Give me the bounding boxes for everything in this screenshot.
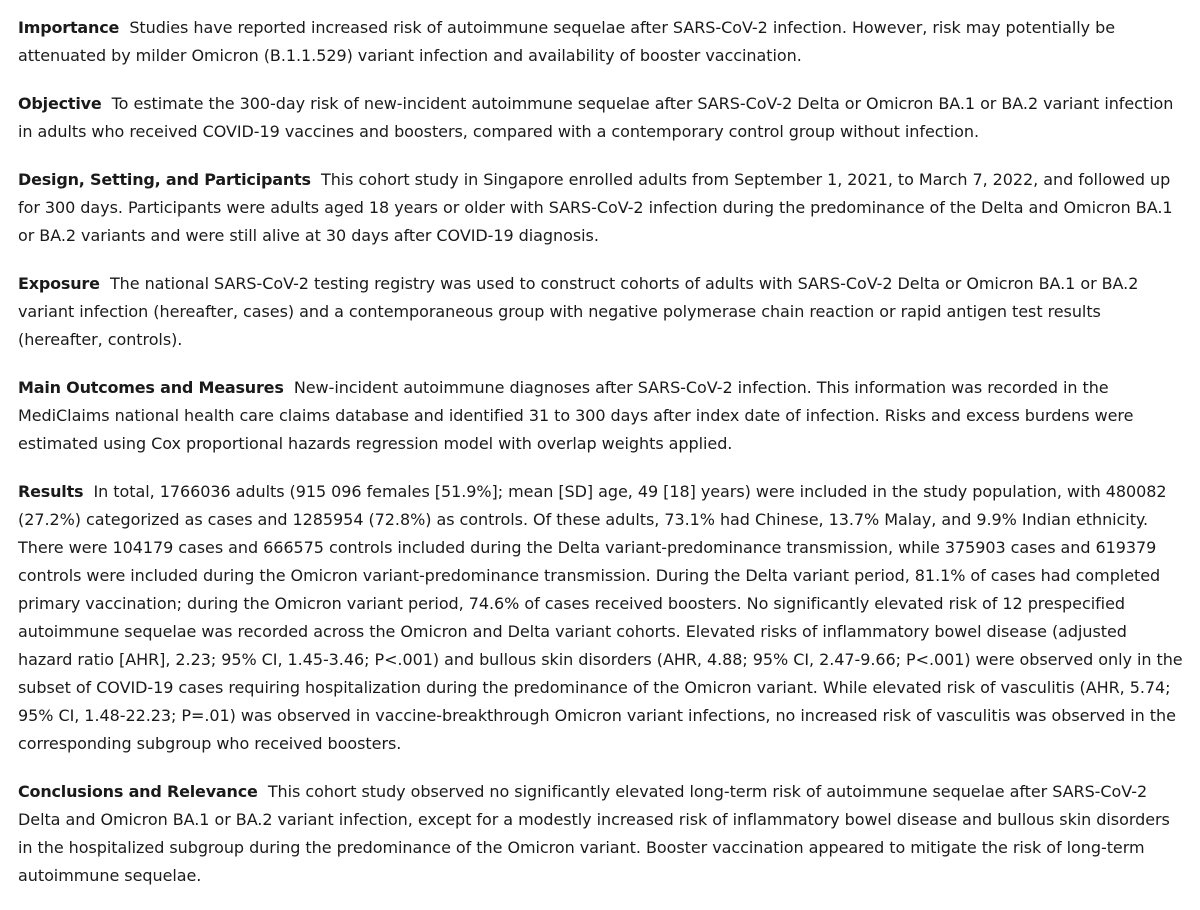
- section-text: In total, 1766036 adults (915 096 females [51.9%]; mean [SD] age, 49 [18] years) were included in the study population, with 480082 (27.2%) categorized as cases and 1285954 (72.8%) as controls. Of these adults, 73.1% had Chinese, 13.7% Malay, and 9.9% Indian ethnicity. There were 104179 cases and 666575 controls included during the Delta variant-predominance transmission, while 375903 cases and 619379 controls were included during the Omicron variant-predominance transmission. During the Delta variant period, 81.1% of cases had completed primary vaccination; during the Omicron variant period, 74.6% of cases received boosters. No significantly elevated risk of 12 prespecified autoimmune sequelae was recorded across the Omicron and Delta variant cohorts. Elevated risks of inflammatory bowel disease (adjusted hazard ratio [AHR], 2.23; 95% CI, 1.45-3.46; P<.001) and bullous skin disorders (AHR, 4.88; 95% CI, 2.47-9.66; P<.001) were observed only in the subset of COVID-19 cases requiring hospitalization during the predominance of the Omicron variant. While elevated risk of vasculitis (AHR, 5.74; 95% CI, 1.48-22.23; P=.01) was observed in vaccine-breakthrough Omicron variant infections, no increased risk of vasculitis was observed in the corresponding subgroup who received boosters.: [18, 482, 1183, 753]
- section-heading: Conclusions and Relevance: [18, 782, 258, 801]
- section-heading: Exposure: [18, 274, 100, 293]
- section-results: [18, 478, 1186, 758]
- section-conclusions: [18, 778, 1186, 890]
- section-objective: [18, 90, 1186, 146]
- section-heading: Objective: [18, 94, 102, 113]
- section-outcomes: [18, 374, 1186, 458]
- section-heading: Main Outcomes and Measures: [18, 378, 284, 397]
- section-text: The national SARS-CoV-2 testing registry was used to construct cohorts of adults with SARS-CoV-2 Delta or Omicron BA.1 or BA.2 variant infection (hereafter, cases) and a contemporaneous group with negative polymerase chain reaction or rapid antigen test results (hereafter, controls).: [18, 274, 1139, 349]
- abstract: [18, 14, 1186, 910]
- section-heading: Design, Setting, and Participants: [18, 170, 311, 189]
- section-text: This cohort study observed no significantly elevated long-term risk of autoimmune sequelae after SARS-CoV-2 Delta and Omicron BA.1 or BA.2 variant infection, except for a modestly increased risk of inflammatory bowel disease and bullous skin disorders in the hospitalized subgroup during the predominance of the Omicron variant. Booster vaccination appeared to mitigate the risk of long-term autoimmune sequelae.: [18, 782, 1170, 885]
- section-text: This cohort study in Singapore enrolled adults from September 1, 2021, to March 7, 2022, and followed up for 300 days. Participants were adults aged 18 years or older with SARS-CoV-2 infection during the predominance of the Delta and Omicron BA.1 or BA.2 variants and were still alive at 30 days after COVID-19 diagnosis.: [18, 170, 1173, 245]
- section-heading: Importance: [18, 18, 120, 37]
- section-heading: Results: [18, 482, 84, 501]
- section-importance: [18, 14, 1186, 70]
- section-text: To estimate the 300-day risk of new-incident autoimmune sequelae after SARS-CoV-2 Delta or Omicron BA.1 or BA.2 variant infection in adults who received COVID-19 vaccines and boosters, compared with a contemporary control group without infection.: [18, 94, 1174, 141]
- section-text: Studies have reported increased risk of autoimmune sequelae after SARS-CoV-2 infection. However, risk may potentially be attenuated by milder Omicron (B.1.1.529) variant infection and availability of booster vaccination.: [18, 18, 1115, 65]
- section-exposure: [18, 270, 1186, 354]
- section-text: New-incident autoimmune diagnoses after SARS-CoV-2 infection. This information was recorded in the MediClaims national health care claims database and identified 31 to 300 days after index date of infection. Risks and excess burdens were estimated using Cox proportional hazards regression model with overlap weights applied.: [18, 378, 1134, 453]
- section-design: [18, 166, 1186, 250]
